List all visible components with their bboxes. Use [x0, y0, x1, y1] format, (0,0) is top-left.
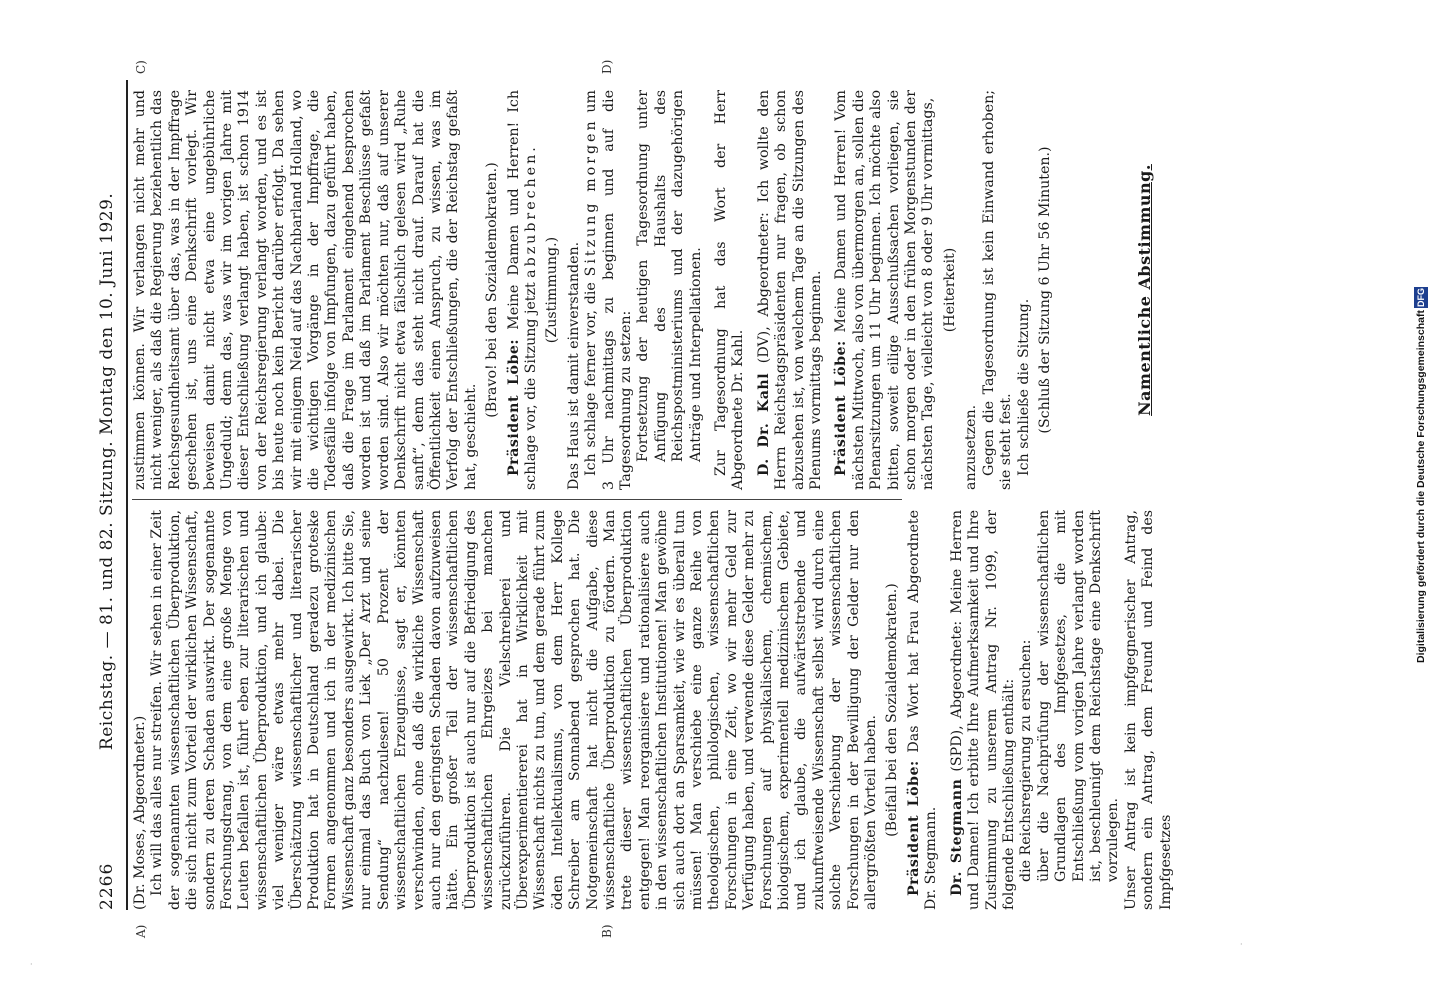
page-number: 2266 [97, 862, 117, 910]
scan-speck: · [1240, 940, 1243, 949]
spaced-word: abzubrechen. [522, 144, 539, 278]
agenda-item: Fortsetzung der heutigen Tagesordnung unter Anfügung des Haushalts des Reichspostministeriums und der dazugehörigen Anträge und Interpellationen. [635, 90, 704, 462]
schedule-end: anzusetzen. [963, 404, 980, 490]
dfg-logo: DFG [1416, 287, 1426, 307]
page-header [90, 80, 124, 910]
president-statement: Meine Damen und Herren! Vom nächsten Mittwoch, also von übermorgen an, sollen die Plenarsitzungen um 11 Uhr beginnen. Ich möchte also bitten, soweit eilige Ausschußsachen vorliegen, sie schon morgen oder in den frühen Morgenstunden der nächsten Tage, vielleicht von 8 oder 9 Uhr vormittags, [833, 89, 937, 490]
column-divider [132, 499, 902, 500]
margin-marker-a: A) [134, 924, 148, 938]
agreement-note: (Zustimmung.) [544, 236, 561, 344]
credit-text: Digitalisierung gefördert durch die Deutsche Forschungsgemeinschaft [1415, 310, 1427, 664]
stegmann-statement: (SPD), Abgeordnete: Meine Herren und Damen! Ich erbitte Ihre Aufmerksamkeit und Ihre Zustimmung zu unserem Antrag Nr. 1099, der folgende Entschließung enthält: [948, 509, 1017, 910]
scan-speck: · [30, 960, 33, 969]
house-agrees: Das Haus ist damit einverstanden. [565, 241, 582, 490]
president-name: Präsident Löbe: [905, 760, 922, 896]
stegmann-speech-cont: zustimmen können. Wir verlangen nicht mehr und nicht weniger, als daß die Regierung beziehentlich das Reichsgesundheitsamt über das, was in der Impffrage geschehen ist, uns eine Denkschrift vorlegt. Wir beweisen damit nicht etwa eine ungebührliche Ungeduld; denn das, was wir im vorigen Jahre mit dieser Entschließung verlangt haben, ist schon 1914 von der Reichsregierung verlangt worden, und es ist bis heute noch kein Bericht darüber erfolgt. Da sehen wir mit einigem Neid auf das Nachbarland Holland, wo die wichtigen Vorgänge in der Impffrage, die Todesfälle infolge von Impfungen, dazu geführt haben, daß die Frage im Parlament eingehend besprochen worden ist und daß im Parlament Beschlüsse gefaßt worden sind. Also wir möchten nur, daß auf unserer Denkschrift nicht etwa fälschlich gelesen wird „Ruhe sanft“, denn das steht nicht drauf. Darauf hat die Öffentlichkeit einen Anspruch, zu wissen, was im Verfolg der Entschließungen, die der Reichstag gefaßt hat, geschieht. [132, 90, 479, 490]
stegmann-closing: Unser Antrag ist kein impfgegnerischer Antrag, sondern ein Antrag, dem Freund und Feind des Impfgesetzes [1122, 510, 1174, 910]
header-rule [126, 80, 128, 910]
kahl-name: D. Dr. Kahl [755, 372, 772, 476]
president-name: Präsident Löbe: [833, 340, 850, 476]
resolution-intro: die Reichsregierung zu ersuchen: [1018, 639, 1035, 882]
resolution-text: über die Nachprüfung der wissenschaftlichen Grundlagen des Impfgesetzes, die mit Entschließung vom vorigen Jahre verlangt worden ist, beschleunigt dem Reichstage eine Denkschrift vorzulegen. [1035, 510, 1122, 882]
kahl-statement: (DV), Abgeordneter: Ich wollte den Herrn Reichstagspräsidenten nur fragen, ob schon abzusehen ist, von welchem Tage an die Sitzungen des Plenums vormittags beginnen. [755, 90, 825, 490]
session-end-time: (Schluß der Sitzung 6 Uhr 56 Minuten.) [1036, 146, 1053, 434]
page-title: Reichstag. — 81. und 82. Sitzung. Montag den 10. Juni 1929. [97, 192, 117, 751]
floor-to-kahl: Zur Tagesordnung hat das Wort der Herr Abgeordnete Dr. Kahl. [713, 90, 747, 490]
president-name: Präsident Löbe: [505, 338, 522, 476]
digitization-credit [1414, 40, 1432, 910]
margin-marker-c: C) [134, 60, 148, 74]
left-column [132, 510, 1175, 910]
proposal-text: Ich schlage ferner vor, die [583, 282, 600, 476]
session-closed: Ich schließe die Sitzung. [1015, 298, 1032, 476]
rotated-page [90, 59, 1330, 938]
laughter-note: (Heiterkeit) [941, 247, 958, 333]
section-heading: Namentliche Abstimmung. [1135, 164, 1154, 416]
bravo-note: (Bravo! bei den Sozialdemokraten.) [484, 162, 501, 418]
margin-marker-d: D) [600, 59, 614, 74]
moses-speech: Ich will das alles nur streifen. Wir sehen in einer Zeit der sogenannten wissenschaftlichen Überproduktion, die sich nicht zum Vorteil der wirklichen Wissenschaft, sondern zu deren Schaden auswirkt. Der sogenannte Forschungsdrang, von dem eine große Menge von Leuten befallen ist, führt eben zur literarischen und wissenschaftlichen Überproduktion, und ich glaube: viel weniger wäre etwas mehr dabei. Die Überschätzung wissenschaftlicher und literarischer Produktion hat in Deutschland geradezu groteske Formen angenommen und ich in der medizinischen Wissenschaft ganz besonders ausgewirkt. Ich bitte Sie, nur einmal das Buch von Liek „Der Arzt und seine Sendung“ nachzulesen! 50 Prozent der wissenschaftlichen Erzeugnisse, sagt er, könnten verschwinden, ohne daß die wirkliche Wissenschaft auch nur den geringsten Schaden davon aufzuweisen hätte. Ein großer Teil der wissenschaftlichen Überproduktion ist auch nur auf die Befriedigung des wissenschaftlichen Ehrgeizes bei manchen zurückzuführen. Die Vielschreiberei und Überexperimentiererei hat in Wirklichkeit mit Wissenschaft nichts zu tun, und dem gerade führt zum öden Intellektualismus, von dem Herr Kollege Schreiber am Sonnabend gesprochen hat. Die Notgemeinschaft hat nicht die Aufgabe, diese wissenschaftliche Überproduktion zu fördern. Man trete dieser wissenschaftlichen Überproduktion entgegen! Man reorganisiere und rationalisiere auch in den wissenschaftlichen Institutionen! Man gewöhne sich auch dort an Sparsamkeit, wie wir es überall tun müssen! Man verschiebe eine ganze Reihe von theologischen, philologischen, wissenschaftlichen Forschungen in eine Zeit, wo wir mehr Geld zur Verfügung haben, und verwende diese Gelder mehr zu Forschungen auf physikalischem, chemischem, biologischem, experimentell medizinischem Gebiete, und ich glaube, die aufwärtsstrebende und zukunftweisende Wissenschaft selbst wird durch eine solche Verschiebung der wissenschaftlichen Forschungen in der Bewilligung der Gelder nur den allergrößten Vorteil haben. [149, 510, 880, 910]
right-column [132, 90, 1058, 490]
speaker-continuation: (Dr. Moses, Abgeordneter.) [132, 715, 148, 910]
applause-note: (Beifall bei den Sozialdemokraten.) [884, 583, 901, 837]
spaced-word: Sitzung morgen [583, 118, 600, 277]
president-statement: Meine Damen und Herren! Ich schlage vor, die Sitzung jetzt [505, 89, 539, 490]
president-statement: Das Wort hat Frau Abgeordnete Dr. Stegmann. [905, 510, 940, 910]
proposal-text-cont: um 3 Uhr nachmittags zu beginnen und auf die Tagesordnung zu setzen: [583, 90, 634, 490]
margin-marker-b: B) [600, 924, 614, 938]
stegmann-name: Dr. Stegmann [948, 778, 965, 896]
agenda-fixed: Gegen die Tagesordnung ist kein Einwand erhoben; sie steht fest. [980, 90, 1015, 490]
